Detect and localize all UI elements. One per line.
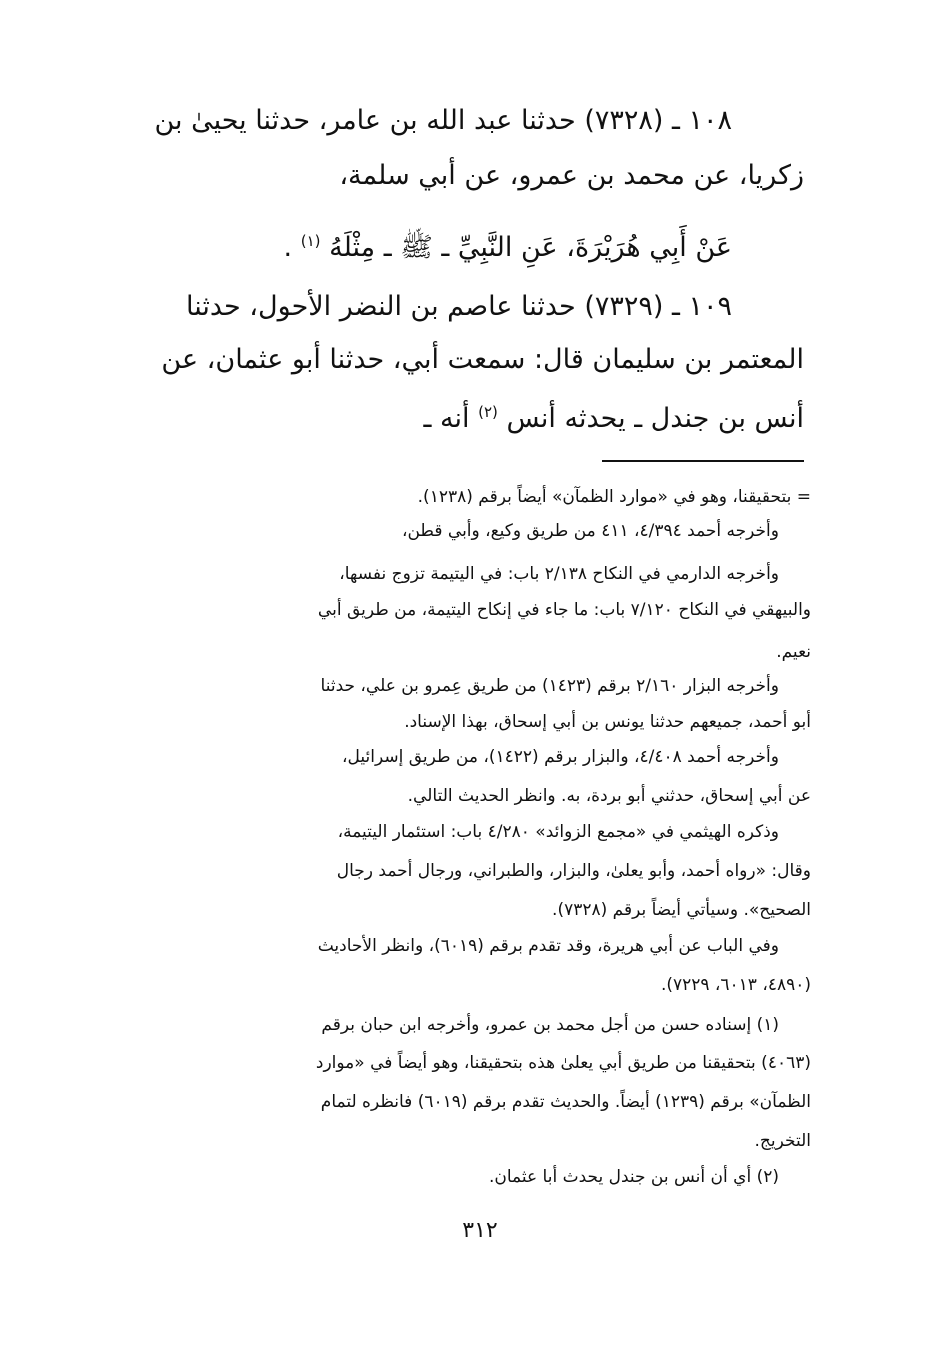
hadith-108-line-1: ١٠٨ ـ (٧٣٢٨) حدثنا عبد الله بن عامر، حدثنا يحيىٰ بن xyxy=(154,105,732,136)
hadith-108-line-3-end: . xyxy=(283,232,293,263)
footnote-line: (٤٠٦٣) بتحقيقنا من طريق أبي يعلىٰ هذه بتحقيقنا، وهو أيضاً في «موارد xyxy=(315,1053,811,1073)
footnote-line: = بتحقيقنا، وهو في «موارد الظمآن» أيضاً برقم (١٢٣٨). xyxy=(417,487,811,507)
hadith-108-text-3: عَنْ أَبِي هُرَيْرَةَ، عَنِ النَّبِيِّ ـ ﷺ ـ مِثْلَهُ xyxy=(329,232,732,263)
footnote-line: أبو أحمد، جميعهم حدثنا يونس بن أبي إسحاق، بهذا الإسناد. xyxy=(404,712,811,732)
footnote-line: وقال: «رواه أحمد، وأبو يعلىٰ، والبزار، والطبراني، ورجال أحمد رجال xyxy=(336,861,811,881)
footnote-line: التخريج. xyxy=(754,1131,811,1151)
footnote-ref-2: (٢) xyxy=(478,403,498,421)
footnote-line: الصحيح». وسيأتي أيضاً برقم (٧٣٢٨). xyxy=(552,900,811,920)
footnote-line: نعيم. xyxy=(776,642,811,662)
hadith-109-line-1: ١٠٩ ـ (٧٣٢٩) حدثنا عاصم بن النضر الأحول، حدثنا xyxy=(185,291,732,322)
hadith-109-line-3 xyxy=(424,389,804,442)
footnote-line: (١) إسناده حسن من أجل محمد بن عمرو، وأخرجه ابن حبان برقم xyxy=(321,1015,779,1035)
footnote-ref-1: (١) xyxy=(300,232,321,250)
hadith-109-line-3-end: أنه ـ xyxy=(423,403,470,434)
footnote-line: عن أبي إسحاق، حدثني أبو بردة، به. وانظر الحديث التالي. xyxy=(407,786,811,806)
hadith-109-line-2: المعتمر بن سليمان قال: سمعت أبي، حدثنا أبو عثمان، عن xyxy=(161,344,804,375)
footnote-line: وأخرجه البزار ٢/١٦٠ برقم (١٤٢٣) من طريق عِمرو بن علي، حدثنا xyxy=(320,676,779,696)
footnote-line: والبيهقي في النكاح ٧/١٢٠ باب: ما جاء في إنكاح اليتيمة، من طريق أبي xyxy=(317,600,811,620)
footnote-line: الظمآن» برقم (١٢٣٩) أيضاً. والحديث تقدم برقم (٦٠١٩) فانظره لتمام xyxy=(320,1092,811,1112)
hadith-108-line-3 xyxy=(284,218,732,271)
footnote-line: (٢) أي أن أنس بن جندل يحدث أبا عثمان. xyxy=(488,1167,779,1187)
footnote-line: وأخرجه أحمد ٤/٣٩٤، ٤١١ من طريق وكيع، وأبي قطن، xyxy=(402,521,779,541)
footnote-line: وأخرجه أحمد ٤/٤٠٨، والبزار برقم (١٤٢٢)، من طريق إسرائيل، xyxy=(342,747,779,767)
hadith-109-text-3: أنس بن جندل ـ يحدثه أنس xyxy=(506,403,804,434)
footnote-line: (٤٨٩٠، ٦٠١٣، ٧٢٢٩). xyxy=(660,975,811,995)
footnote-line: وذكره الهيثمي في «مجمع الزوائد» ٤/٢٨٠ باب: استئمار اليتيمة، xyxy=(337,822,779,842)
footnote-line: وفي الباب عن أبي هريرة، وقد تقدم برقم (٦٠١٩)، وانظر الأحاديث xyxy=(317,936,779,956)
page-number: ٣١٢ xyxy=(462,1218,498,1243)
footnote-separator xyxy=(602,460,804,462)
hadith-108-line-2: زكريا، عن محمد بن عمرو، عن أبي سلمة، xyxy=(339,160,804,191)
footnote-line: وأخرجه الدارمي في النكاح ٢/١٣٨ باب: في اليتيمة تزوج نفسها، xyxy=(339,564,779,584)
